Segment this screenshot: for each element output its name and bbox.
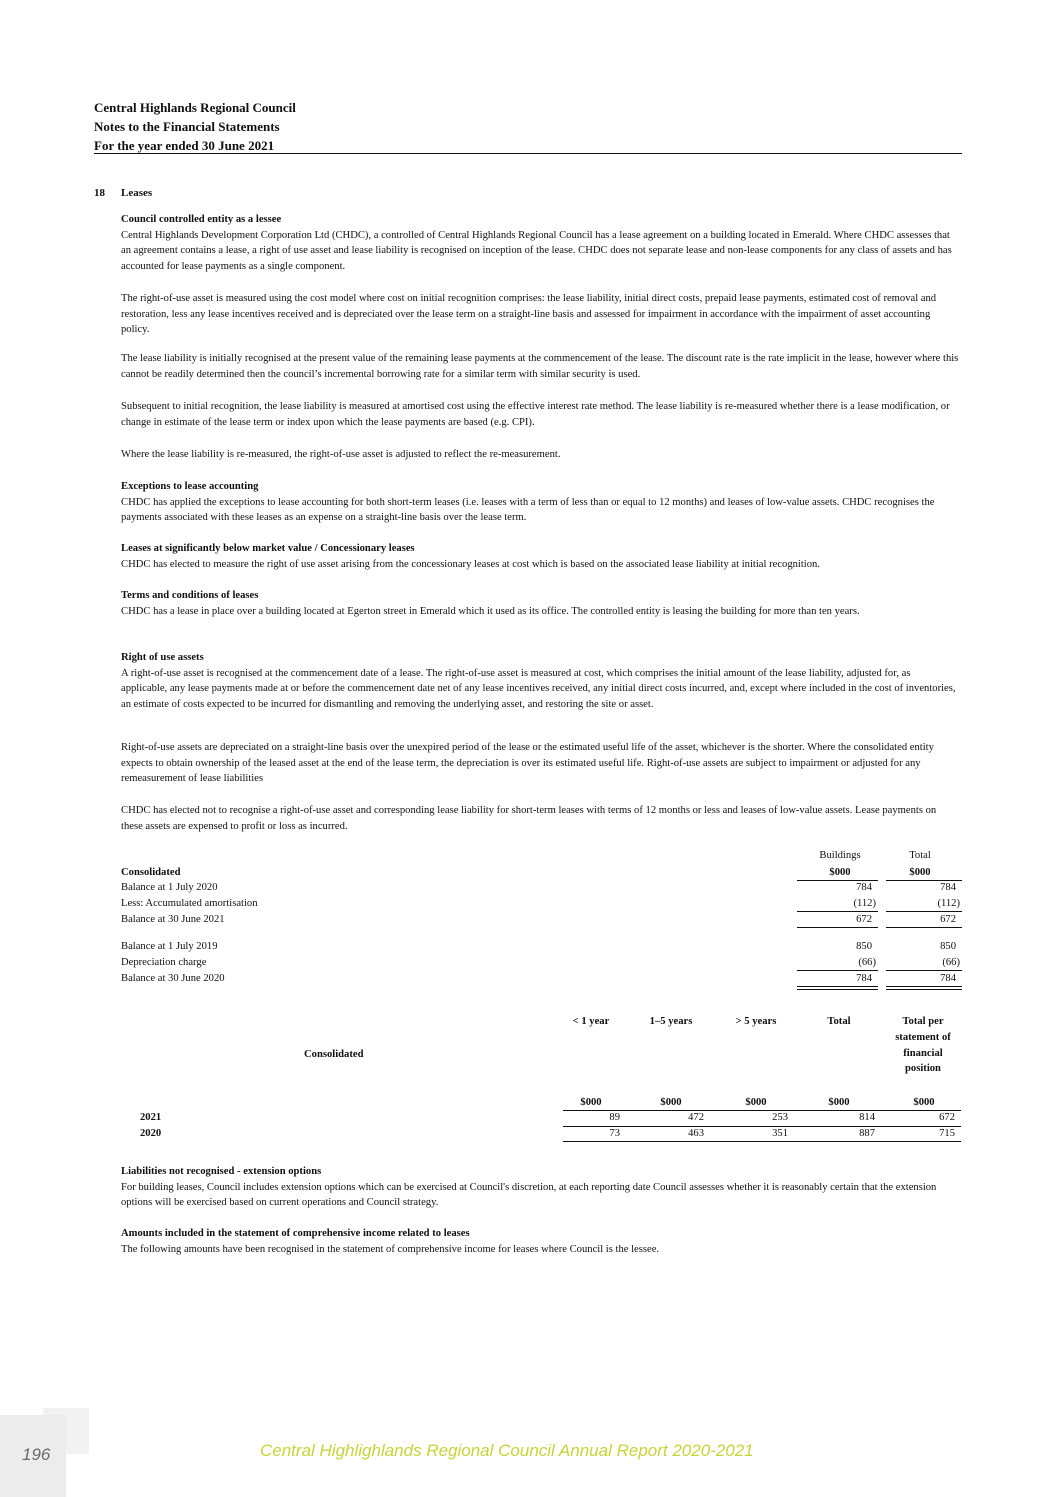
col-sofp-header-4: position	[905, 1063, 941, 1074]
comprehensive-income-paragraph: The following amounts have been recognised in the statement of comprehensive income for leases where Council is the lessee.	[121, 1243, 660, 1255]
page-number: 196	[22, 1445, 51, 1464]
footer-report-title: Central Highlighlands Regional Council Annual Report 2020-2021	[260, 1441, 754, 1460]
col-sofp-header-2: statement of	[895, 1032, 951, 1043]
rou-block	[121, 650, 959, 712]
terms-block	[121, 588, 959, 619]
col-gt5-header: > 5 years	[735, 1016, 777, 1027]
rou-cost-model-paragraph: The right-of-use asset is measured using the cost model where cost on initial recognition comprises: the lease liability, initial direct costs, prepaid lease payments, estimated cost of removal and restoration, less any lease incentives received and is depreciated over the lease term on a straight-line basis and assessed for impairment in accordance with the impairment of asset accounting policy.	[121, 293, 937, 336]
col-1to5-header: 1–5 years	[649, 1016, 693, 1027]
concessionary-heading: Leases at significantly below market value / Concessionary leases	[121, 543, 415, 554]
exceptions-heading: Exceptions to lease accounting	[121, 481, 259, 492]
maturity-table-label: Consolidated	[304, 1049, 364, 1060]
lease-liability-initial-paragraph: The lease liability is initially recognised at the present value of the remaining lease payments at the commencement of the lease. The discount rate is the rate implicit in the lease, however where this cannot be readily determined then the council’s incremental borrowing rate for a similar term with similar security is used.	[121, 353, 959, 380]
concessionary-paragraph: CHDC has elected to measure the right of use asset arising from the concessionary leases at cost which is based on the associated lease liability at initial recognition.	[121, 558, 820, 570]
council-name: Central Highlands Regional Council	[94, 100, 296, 115]
col-total-header: Total	[909, 850, 931, 861]
comprehensive-income-block	[121, 1226, 959, 1257]
col-lt1-header: < 1 year	[572, 1016, 610, 1027]
section-title: Leases	[121, 187, 153, 199]
terms-heading: Terms and conditions of leases	[121, 590, 259, 601]
controlled-entity-heading: Council controlled entity as a lessee	[121, 214, 282, 225]
extension-options-block	[121, 1164, 959, 1211]
rou-paragraph-3: CHDC has elected not to recognise a right-of-use asset and corresponding lease liability for short-term leases with terms of 12 months or less and leases of low-value assets. Lease payments on these assets are expensed to profit or loss as incurred.	[121, 805, 937, 832]
rou-paragraph-2: Right-of-use assets are depreciated on a straight-line basis over the unexpired period of the lease or the estimated useful life of the asset, whichever is the shorter. Where the consolidated entity expects to obtain ownership of the leased asset at the end of the lease term, the depreciation is over its estimated useful life. Right-of-use assets are subject to impairment or adjusted for any remeasurement of lease liabilities	[121, 742, 934, 785]
rou-paragraph-1: A right-of-use asset is recognised at the commencement date of a lease. The right-of-use asset is measured at cost, which comprises the initial amount of the lease liability, adjusted for, as applicable, any lease payments made at or before the commencement date net of any lease incentives received, any initial direct costs incurred, and, except where included in the cost of inventories, an estimate of costs expected to be incurred for dismantling and removing the underlying asset, and restoring the site or asset.	[121, 667, 956, 710]
col-sofp-header-1: Total per	[902, 1016, 944, 1027]
unit-total: $000	[909, 867, 931, 878]
unit-total: $000	[828, 1097, 850, 1108]
terms-paragraph: CHDC has a lease in place over a building located at Egerton street in Emerald which it used as its office. The controlled entity is leasing the building for more than ten years.	[121, 605, 860, 617]
page-number-tab	[0, 1415, 66, 1497]
rou-table-label: Consolidated	[121, 867, 181, 878]
col-sofp-header-3: financial	[903, 1048, 943, 1059]
unit-sofp: $000	[913, 1097, 935, 1108]
extension-options-heading: Liabilities not recognised - extension options	[121, 1166, 322, 1177]
concessionary-block	[121, 541, 959, 572]
unit-gt5: $000	[745, 1097, 767, 1108]
remeasurement-paragraph: Where the lease liability is re-measured, the right-of-use asset is adjusted to reflect the re-measurement.	[121, 449, 561, 460]
document-title: Notes to the Financial Statements	[94, 119, 280, 134]
reporting-period: For the year ended 30 June 2021	[94, 138, 275, 153]
header-rule	[94, 153, 962, 154]
unit-lt1: $000	[580, 1097, 602, 1108]
unit-buildings: $000	[829, 867, 851, 878]
unit-1to5: $000	[660, 1097, 682, 1108]
rou-heading: Right of use assets	[121, 652, 204, 663]
controlled-entity-paragraph: Central Highlands Development Corporation Ltd (CHDC), a controlled of Central Highlands Regional Council has a lease agreement on a building located in Emerald. Where CHDC assesses that an agreement contains a lease, a right of use asset and lease liability is recognised on inception of the lease. CHDC does not separate lease and non-lease components for any class of assets and has accounted for lease payments as a single component.	[121, 229, 952, 272]
extension-options-paragraph: For building leases, Council includes extension options which can be exercised at Council's discretion, at each reporting date Council assesses whether it is reasonably certain that the extension options will be exercised based on current operations and Council strategy.	[121, 1181, 937, 1209]
controlled-entity-block	[121, 212, 959, 274]
col-buildings-header: Buildings	[819, 850, 861, 861]
lease-liability-subsequent-paragraph: Subsequent to initial recognition, the lease liability is measured at amortised cost using the effective interest rate method. The lease liability is re-measured whether there is a lease modification, or change in estimate of the lease term or index upon which the lease payments are based (e.g. CPI).	[121, 401, 950, 428]
col-total-header: Total	[827, 1016, 851, 1027]
exceptions-paragraph: CHDC has applied the exceptions to lease accounting for both short-term leases (i.e. leases with a term of less than or equal to 12 months) and leases of low-value assets. CHDC recognises the payments associated with these leases as an expense on a straight-line basis over the lease term.	[121, 496, 935, 524]
exceptions-block	[121, 479, 959, 526]
section-number: 18	[94, 187, 105, 199]
comprehensive-income-heading: Amounts included in the statement of comprehensive income related to leases	[121, 1228, 470, 1239]
